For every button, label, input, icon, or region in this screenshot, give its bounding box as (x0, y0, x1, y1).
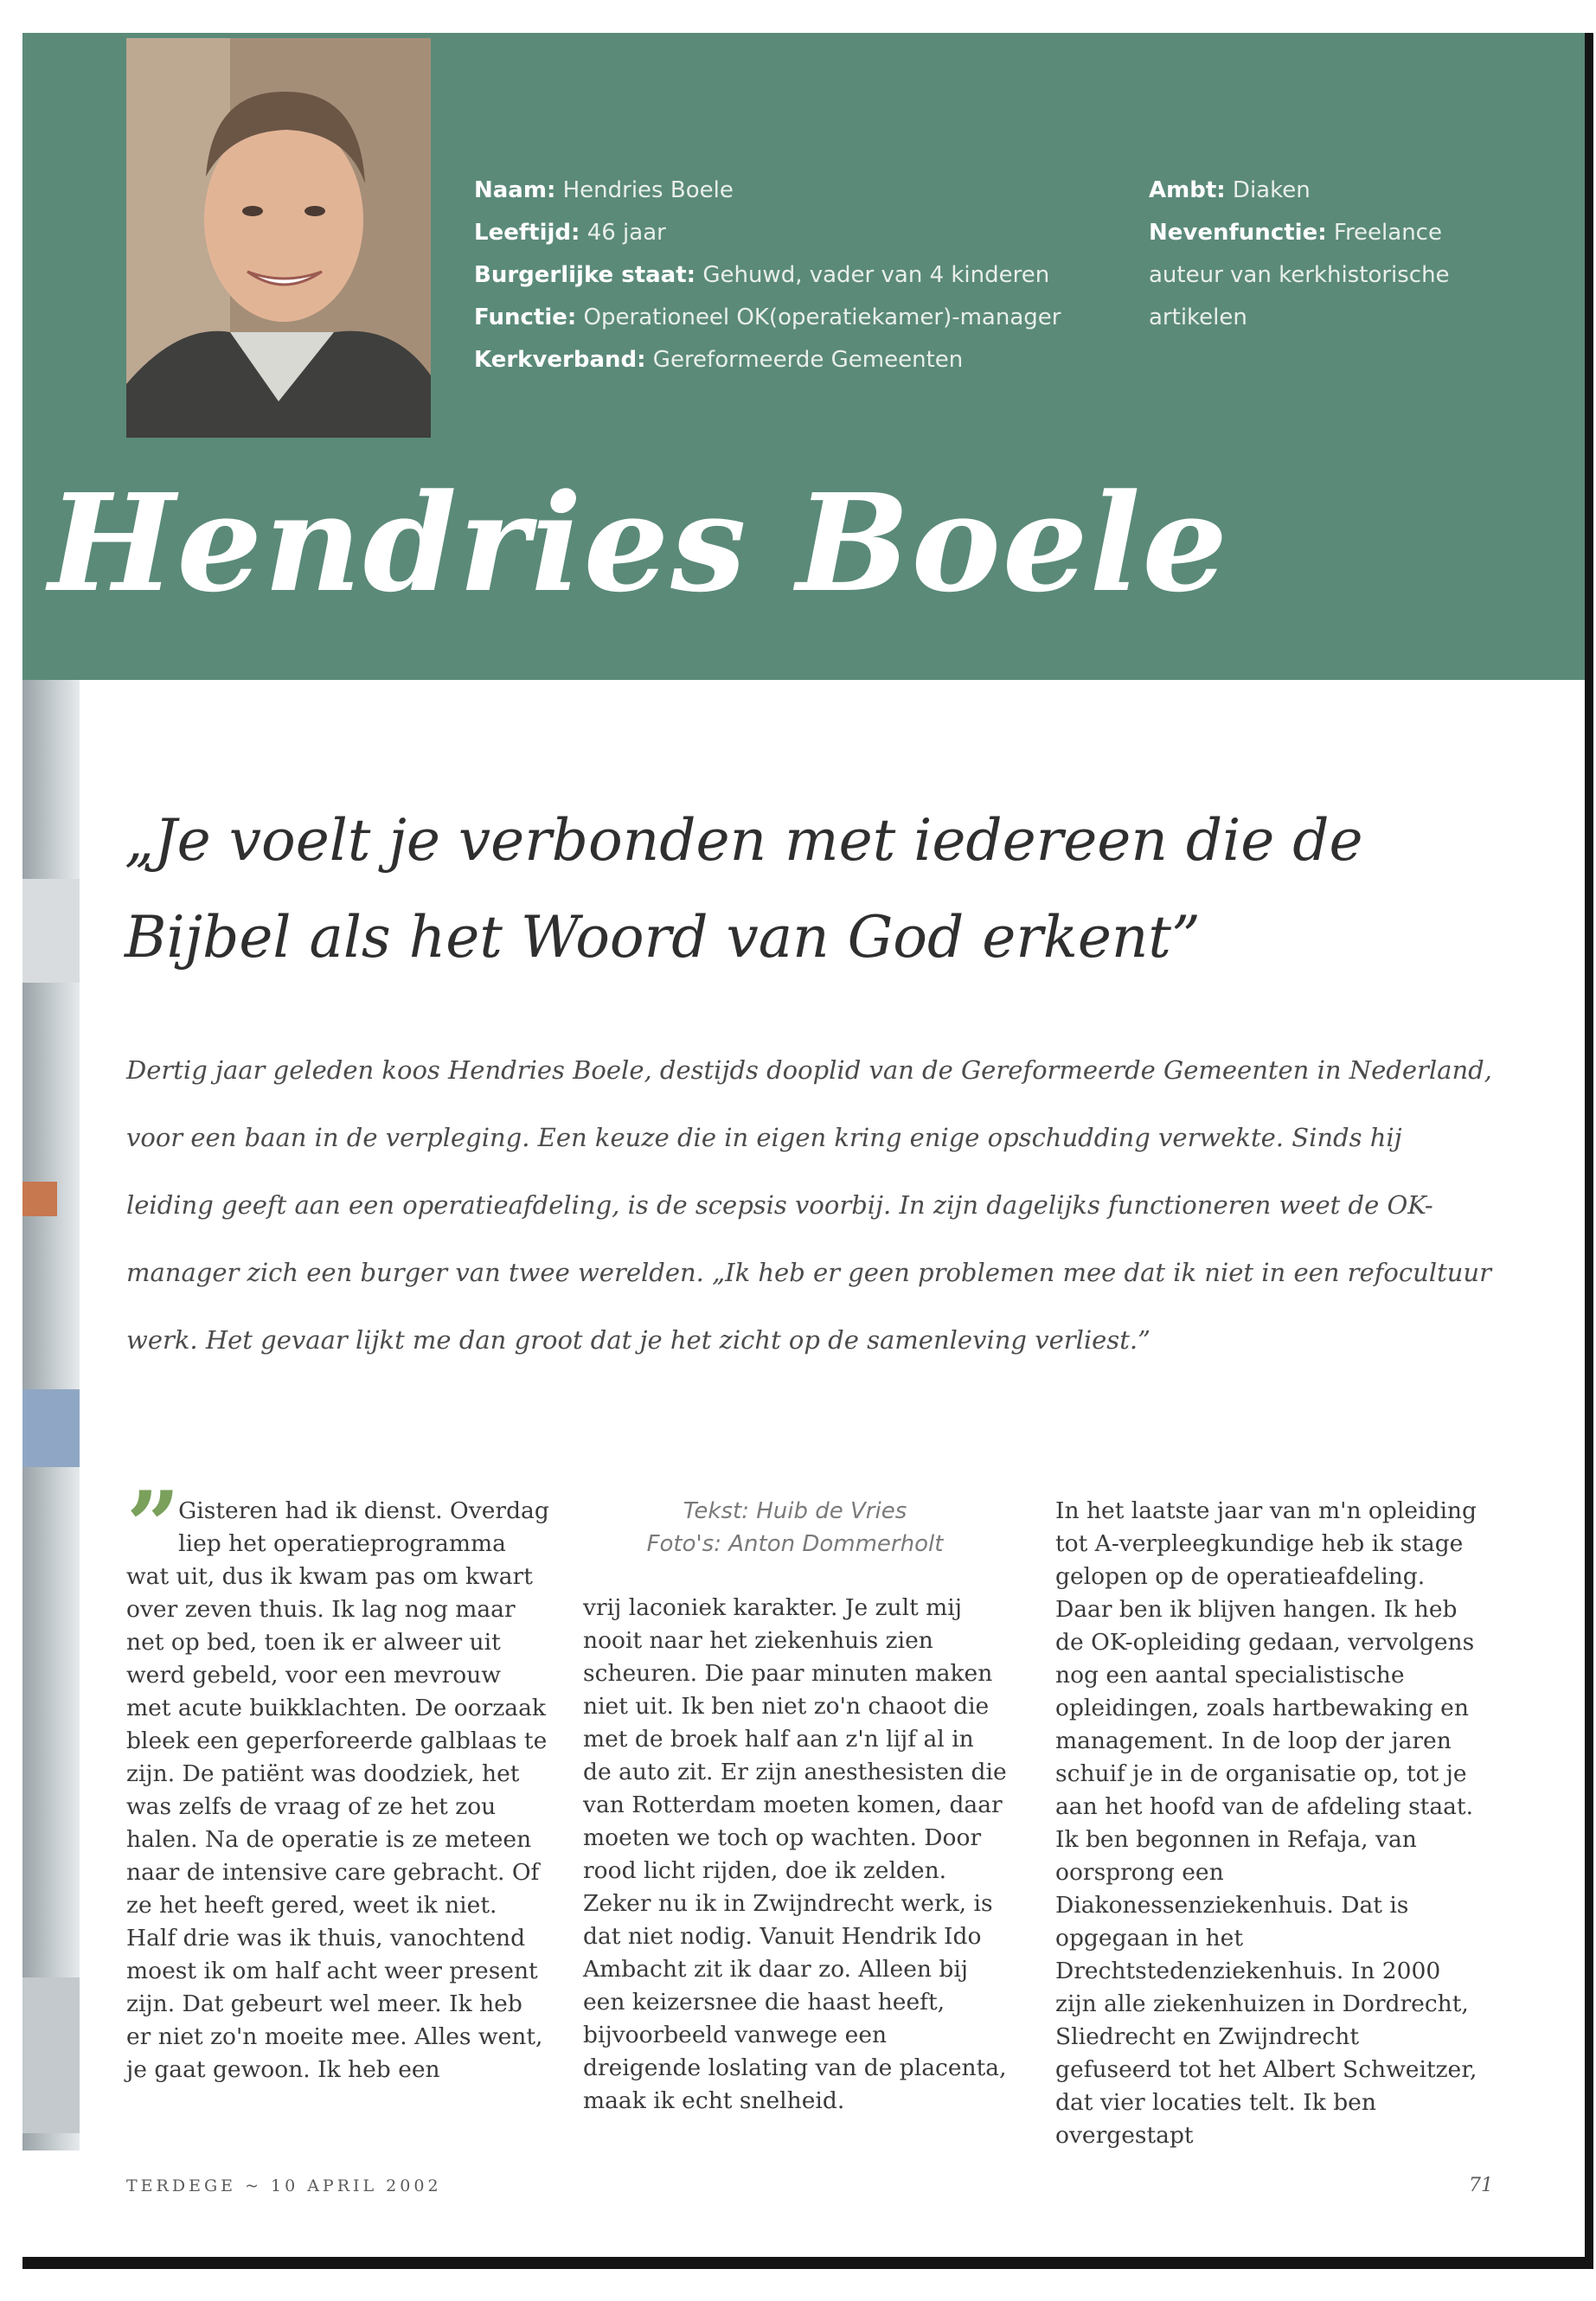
magazine-page (22, 33, 1593, 2269)
header-band (22, 33, 1585, 680)
body-column-2 (583, 1495, 1007, 2118)
quote-mark-icon: ” (126, 1471, 172, 1580)
credit-photo: Foto's: Anton Dommerholt (646, 1531, 944, 1557)
profile-info-left (474, 170, 1131, 381)
body-paragraph: Ik ben begonnen in Refaja, van oorsprong een Diakonessenziekenhuis. Dat is opgegaan in het Drechtstedenziekenhuis. In 2000 zijn alle ziekenhuizen in Dordrecht, Sliedrecht en Zwijndrecht gefuseerd tot het Albert Schweitzer, dat vier locaties telt. Ik ben overgestapt (1055, 1826, 1477, 2149)
body-column-1 (126, 1471, 550, 2086)
intro-paragraph: Dertig jaar geleden koos Hendries Boele, destijds dooplid van de Gereformeerde Gemeenten in Nederland, voor een baan in de verpleging. Een keuze die in eigen kring enige opschudding verwekte. Sinds hij leiding geeft aan een operatieafdeling, is de scepsis voorbij. In zijn dagelijks functioneren weet de OK-manager zich een burger van twee werelden. „Ik heb er geen problemen mee dat ik niet in een refocultuur werk. Het gevaar lijkt me dan groot dat je het zicht op de samenleving verliest.” (126, 1055, 1492, 1355)
strip-detail (22, 1389, 80, 1467)
headline-quote: „Je voelt je verbonden met iedereen die de Bijbel als het Woord van God erkent” (125, 807, 1363, 971)
body-paragraph: Gisteren had ik dienst. Overdag liep het operatieprogramma wat uit, dus ik kwam pas om kwart over zeven thuis. Ik lag nog maar net op bed, toen ik er alweer uit werd gebeld, voor een mevrouw met acute buikklachten. De oorzaak bleek een geperforeerde galblaas te zijn. De patiënt was doodziek, het was zelfs de vraag of ze het zou halen. Na de operatie is ze meteen naar de intensive care gebracht. Of ze het heeft gered, weet ik niet. (126, 1497, 549, 1919)
credits (583, 1495, 1007, 1561)
profile-info-right (1149, 170, 1512, 339)
footer-publication: TERDEGE ~ 10 APRIL 2002 (126, 2176, 442, 2195)
body-paragraph: vrij laconiek karakter. Je zult mij nooit naar het ziekenhuis zien scheuren. Die paar minuten maken niet uit. Ik ben niet zo'n chaoot die met de broek half aan z'n lijf al in de auto zit. Er zijn anesthesisten die van Rotterdam moeten komen, daar moeten we toch op wachten. Door rood licht rijden, doe ik zelden. Zeker nu ik in Zwijndrecht werk, is dat niet nodig. Vanuit Hendrik Ido Ambacht zit ik daar zo. Alleen bij een keizersnee die haast heeft, bijvoorbeeld vanwege een dreigende loslating van de placenta, maak ik echt snelheid. (583, 1594, 1007, 2114)
profile-kerkverband: Kerkverband: Gereformeerde Gemeenten (474, 347, 964, 373)
profile-burgerlijke-staat: Burgerlijke staat: Gehuwd, vader van 4 kinderen (474, 262, 1050, 288)
strip-detail (22, 879, 80, 983)
profile-naam: Naam: Hendries Boele (474, 177, 734, 203)
portrait-illustration (126, 38, 431, 438)
body-column-3 (1055, 1495, 1479, 2152)
profile-functie: Functie: Operationeel OK(operatiekamer)-manager (474, 304, 1061, 330)
profile-ambt: Ambt: Diaken (1149, 177, 1311, 203)
strip-detail (22, 1977, 80, 2133)
side-photo-strip (22, 680, 80, 2150)
profile-leeftijd: Leeftijd: 46 jaar (474, 220, 666, 246)
profile-nevenfunctie: Nevenfunctie: Freelance auteur van kerkhistorische artikelen (1149, 220, 1450, 330)
article-title: Hendries Boele (48, 464, 1230, 622)
page-number: 71 (1469, 2175, 1493, 2196)
body-paragraph: Half drie was ik thuis, vanochtend moest ik om half acht weer present zijn. Dat gebeurt wel meer. Ik heb er niet zo'n moeite mee. Alles went, je gaat gewoon. Ik heb een (126, 1925, 543, 2083)
strip-detail (22, 1182, 57, 1216)
body-paragraph: In het laatste jaar van m'n opleiding tot A-verpleegkundige heb ik stage gelopen op de operatieafdeling. Daar ben ik blijven hangen. Ik heb de OK-opleiding gedaan, vervolgens nog een aantal specialistische opleidingen, zoals hartbewaking en management. In de loop der jaren schuif je in de organisatie op, tot je aan het hoofd van de afdeling staat. (1055, 1497, 1477, 1820)
portrait-photo (126, 38, 431, 438)
credit-text: Tekst: Huib de Vries (683, 1498, 907, 1524)
